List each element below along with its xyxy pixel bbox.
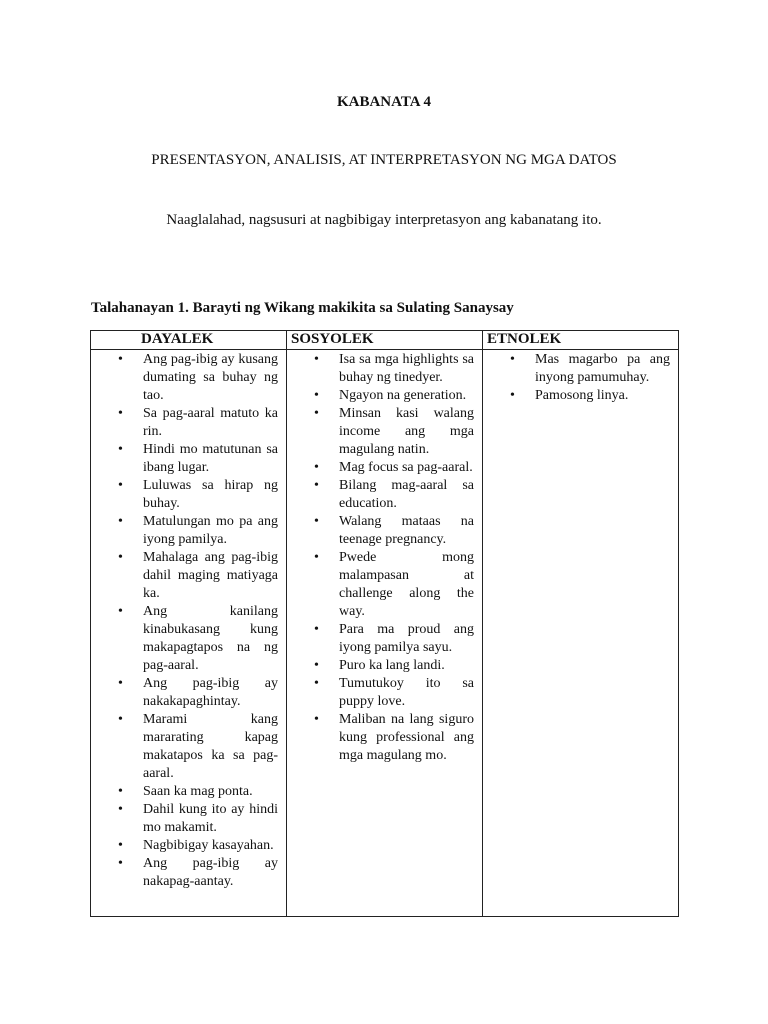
list-item: • Isa sa mga highlights sa buhay ng tinedyer.	[339, 351, 474, 387]
list-item: • Ang pag-ibig ay kusang dumating sa buhay ng tao.	[143, 351, 278, 405]
header-sosyolek: SOSYOLEK	[287, 331, 483, 350]
dayalek-list	[91, 351, 278, 891]
list-item: • Maliban na lang siguro kung professional ang mga magulang mo.	[339, 711, 474, 765]
list-item: • Ngayon na generation.	[339, 387, 474, 405]
list-item: • Ang pag-ibig ay nakakapaghintay.	[143, 675, 278, 711]
etnolek-cell	[483, 350, 679, 917]
list-item: • Bilang mag-aaral sa education.	[339, 477, 474, 513]
dayalek-cell	[91, 350, 287, 917]
list-item: • Matulungan mo pa ang iyong pamilya.	[143, 513, 278, 549]
list-item: • Ang kanilang kinabukasang kung makapagtapos na ng pag-aaral.	[143, 603, 278, 675]
variety-table	[90, 330, 679, 917]
header-etnolek: ETNOLEK	[483, 331, 679, 350]
list-item: • Nagbibigay kasayahan.	[143, 837, 278, 855]
list-item: • Luluwas sa hirap ng buhay.	[143, 477, 278, 513]
etnolek-list	[483, 351, 670, 405]
sosyolek-list	[287, 351, 474, 765]
list-item: • Ang pag-ibig ay nakapag-aantay.	[143, 855, 278, 891]
table-header-row	[91, 331, 679, 350]
list-item: • Walang mataas na teenage pregnancy.	[339, 513, 474, 549]
list-item: • Mahalaga ang pag-ibig dahil maging matiyaga ka.	[143, 549, 278, 603]
chapter-title: KABANATA 4	[336, 94, 432, 110]
table-row	[91, 350, 679, 917]
list-item: • Tumutukoy ito sa puppy love.	[339, 675, 474, 711]
chapter-subtitle: PRESENTASYON, ANALISIS, AT INTERPRETASYON NG MGA DATOS	[151, 152, 617, 168]
list-item: • Pamosong linya.	[535, 387, 670, 405]
list-item: • Sa pag-aaral matuto ka rin.	[143, 405, 278, 441]
list-item: • Hindi mo matutunan sa ibang lugar.	[143, 441, 278, 477]
list-item: • Puro ka lang landi.	[339, 657, 474, 675]
list-item: • Pwede mong malampasan at challenge along the way.	[339, 549, 474, 621]
list-item: • Dahil kung ito ay hindi mo makamit.	[143, 801, 278, 837]
header-dayalek: DAYALEK	[91, 331, 287, 350]
sosyolek-cell	[287, 350, 483, 917]
list-item: • Mas magarbo pa ang inyong pamumuhay.	[535, 351, 670, 387]
list-item: • Mag focus sa pag-aaral.	[339, 459, 474, 477]
list-item: • Saan ka mag ponta.	[143, 783, 278, 801]
list-item: • Para ma proud ang iyong pamilya sayu.	[339, 621, 474, 657]
chapter-intro: Naaglalahad, nagsusuri at nagbibigay interpretasyon ang kabanatang ito.	[166, 212, 602, 228]
list-item: • Minsan kasi walang income ang mga magulang natin.	[339, 405, 474, 459]
list-item: • Marami kang mararating kapag makatapos ka sa pag-aaral.	[143, 711, 278, 783]
table-caption: Talahanayan 1. Barayti ng Wikang makikita sa Sulating Sanaysay	[91, 300, 514, 316]
